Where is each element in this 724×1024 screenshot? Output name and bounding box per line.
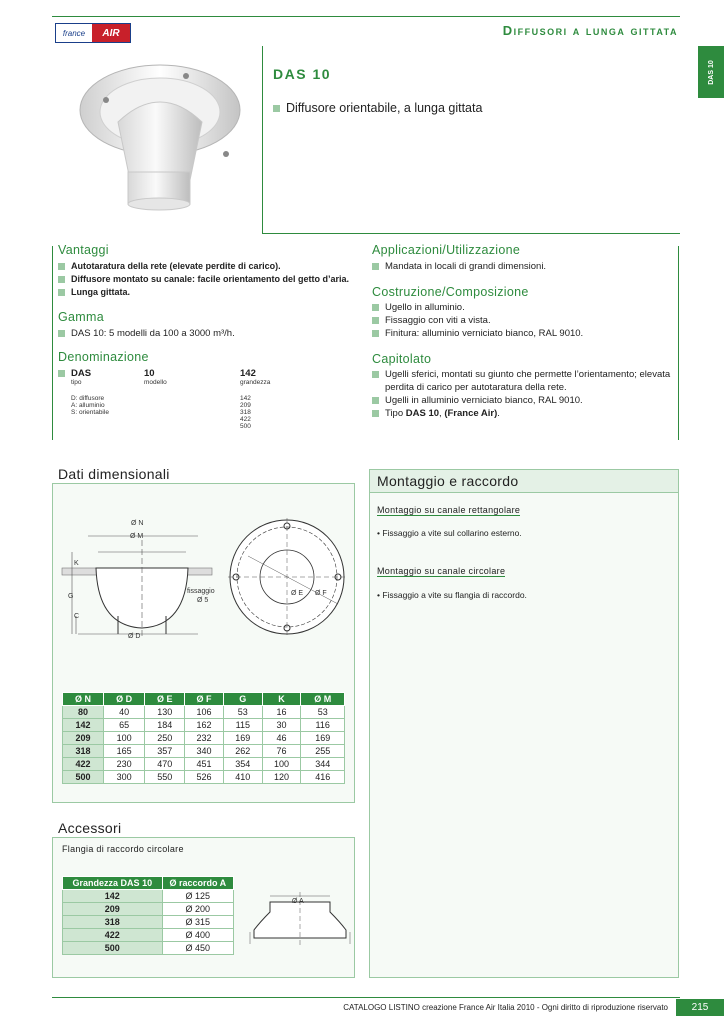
table-cell: 116 xyxy=(301,719,345,732)
table-row xyxy=(63,745,345,758)
table-cell: 53 xyxy=(301,706,345,719)
table-cell: 230 xyxy=(104,758,145,771)
fix-label: fissaggio xyxy=(187,588,215,595)
table-cell: 422 xyxy=(63,929,163,942)
list-item: Finitura: alluminio verniciato bianco, RAL 9010. xyxy=(372,327,676,340)
table-header: Ø M xyxy=(301,693,345,706)
table-cell: Ø 315 xyxy=(162,916,233,929)
table-cell: 100 xyxy=(104,732,145,745)
list-item: Ugello in alluminio. xyxy=(372,301,676,314)
fix-diameter-label: Ø 5 xyxy=(197,597,209,604)
table-cell: 142 xyxy=(63,890,163,903)
list-item: Mandata in locali di grandi dimensioni. xyxy=(372,260,676,273)
table-row xyxy=(63,890,234,903)
table-cell: 232 xyxy=(185,732,224,745)
table-row xyxy=(63,732,345,745)
table-cell: 209 xyxy=(63,732,104,745)
table-row xyxy=(63,771,345,784)
table-header: Ø F xyxy=(185,693,224,706)
list-item: DAS 10: 5 modelli da 100 a 3000 m³/h. xyxy=(58,327,358,340)
dim-g-label: G xyxy=(68,593,74,600)
logo-right: AIR xyxy=(92,24,130,42)
table-row xyxy=(63,903,234,916)
product-subtitle: Diffusore orientabile, a lunga gittata xyxy=(273,101,482,115)
table-cell: 500 xyxy=(63,942,163,955)
dim-k-label: K xyxy=(74,560,79,567)
table-row xyxy=(63,719,345,732)
table-cell: 410 xyxy=(223,771,262,784)
table-cell: 162 xyxy=(185,719,224,732)
applicazioni-title: Applicazioni/Utilizzazione xyxy=(372,243,521,257)
table-cell: 53 xyxy=(223,706,262,719)
table-header: G xyxy=(223,693,262,706)
left-column-rule xyxy=(52,246,53,440)
accessori-table xyxy=(62,876,234,955)
dim-n-label: Ø N xyxy=(131,520,144,527)
montaggio-sub2: Montaggio su canale circolare xyxy=(377,566,506,576)
table-cell: 470 xyxy=(145,758,185,771)
table-cell: 65 xyxy=(104,719,145,732)
accessori-sub: Flangia di raccordo circolare xyxy=(62,844,184,854)
table-cell: 76 xyxy=(262,745,301,758)
list-item: Diffusore montato su canale: facile orientamento del getto d’aria. xyxy=(58,273,358,286)
montaggio-title: Montaggio e raccordo xyxy=(377,473,519,489)
table-cell: Ø 200 xyxy=(162,903,233,916)
table-cell: 344 xyxy=(301,758,345,771)
list-item: Ugelli in alluminio verniciato bianco, RAL 9010. xyxy=(372,394,676,407)
table-cell: 80 xyxy=(63,706,104,719)
table-cell: Ø 450 xyxy=(162,942,233,955)
table-cell: 300 xyxy=(104,771,145,784)
table-cell: 16 xyxy=(262,706,301,719)
list-item: Fissaggio con viti a vista. xyxy=(372,314,676,327)
vantaggi-title: Vantaggi xyxy=(58,243,109,257)
denominazione-title: Denominazione xyxy=(58,350,149,364)
table-header: Ø raccordo A xyxy=(162,877,233,890)
accessori-title: Accessori xyxy=(58,820,122,836)
list-item: Autotaratura della rete (elevate perdite di carico). xyxy=(58,260,358,273)
montaggio-sub1: Montaggio su canale rettangolare xyxy=(377,505,521,515)
table-cell: 255 xyxy=(301,745,345,758)
table-header: Ø D xyxy=(104,693,145,706)
table-cell: 100 xyxy=(262,758,301,771)
bullet-icon xyxy=(273,105,280,112)
dim-m-label: Ø M xyxy=(130,533,144,540)
montaggio-item1: • Fissaggio a vite sul collarino esterno. xyxy=(377,528,522,538)
table-cell: 318 xyxy=(63,916,163,929)
table-cell: 165 xyxy=(104,745,145,758)
table-row xyxy=(63,942,234,955)
table-cell: Ø 400 xyxy=(162,929,233,942)
table-header: Ø N xyxy=(63,693,104,706)
gamma-section xyxy=(58,310,358,340)
dimensions-table xyxy=(62,692,345,784)
table-cell: 106 xyxy=(185,706,224,719)
table-cell: 550 xyxy=(145,771,185,784)
right-column-rule xyxy=(678,246,679,440)
dim-f-label: Ø F xyxy=(315,590,327,597)
table-cell: 169 xyxy=(223,732,262,745)
france-air-logo xyxy=(55,23,131,43)
page-number: 215 xyxy=(676,999,724,1016)
table-cell: 130 xyxy=(145,706,185,719)
list-item: Ugelli sferici, montati su giunto che permette l’orientamento; elevata perdita di carico per autotaratura della rete. xyxy=(372,368,676,394)
page-title: Diffusori a lunga gittata xyxy=(502,23,678,38)
dim-d-label: Ø D xyxy=(128,633,141,640)
list-item: Lunga gittata. xyxy=(58,286,358,299)
table-header: Grandezza DAS 10 xyxy=(63,877,163,890)
table-cell: 46 xyxy=(262,732,301,745)
table-cell: 500 xyxy=(63,771,104,784)
capitolato-title: Capitolato xyxy=(372,352,432,366)
montaggio-box xyxy=(369,469,679,978)
costruzione-section xyxy=(372,285,676,340)
capitolato-section xyxy=(372,352,676,420)
table-cell: 40 xyxy=(104,706,145,719)
top-rule xyxy=(52,16,680,17)
product-code: DAS 10 xyxy=(273,66,332,82)
bottom-rule xyxy=(52,997,680,998)
table-cell: 209 xyxy=(63,903,163,916)
table-cell: 526 xyxy=(185,771,224,784)
logo-left: france xyxy=(56,24,92,42)
table-row xyxy=(63,929,234,942)
table-cell: 357 xyxy=(145,745,185,758)
table-cell: 250 xyxy=(145,732,185,745)
applicazioni-section xyxy=(372,243,676,273)
dim-c-label: C xyxy=(74,613,80,620)
table-cell: 169 xyxy=(301,732,345,745)
table-row xyxy=(63,916,234,929)
table-cell: 262 xyxy=(223,745,262,758)
table-header: K xyxy=(262,693,301,706)
table-cell: Ø 125 xyxy=(162,890,233,903)
table-cell: 318 xyxy=(63,745,104,758)
footer-text: CATALOGO LISTINO creazione France Air Italia 2010 - Ogni diritto di riproduzione riservato xyxy=(343,1003,668,1012)
table-header: Ø E xyxy=(145,693,185,706)
table-cell: 422 xyxy=(63,758,104,771)
dati-title: Dati dimensionali xyxy=(58,466,170,482)
table-cell: 340 xyxy=(185,745,224,758)
front-view-drawing xyxy=(228,516,350,638)
product-photo xyxy=(78,62,243,212)
dim-e-label: Ø E xyxy=(291,590,304,597)
table-cell: 354 xyxy=(223,758,262,771)
flange-a-label: Ø A xyxy=(292,898,304,905)
table-cell: 120 xyxy=(262,771,301,784)
table-cell: 184 xyxy=(145,719,185,732)
table-cell: 115 xyxy=(223,719,262,732)
table-cell: 142 xyxy=(63,719,104,732)
side-tab: DAS 10 xyxy=(698,46,724,98)
table-cell: 30 xyxy=(262,719,301,732)
gamma-title: Gamma xyxy=(58,310,104,324)
table-row xyxy=(63,706,345,719)
list-item: Tipo DAS 10, (France Air). xyxy=(372,407,676,420)
vantaggi-section xyxy=(58,243,358,299)
table-cell: 451 xyxy=(185,758,224,771)
table-row xyxy=(63,758,345,771)
montaggio-item2: • Fissaggio a vite su flangia di raccordo. xyxy=(377,590,527,600)
costruzione-title: Costruzione/Composizione xyxy=(372,285,529,299)
table-cell: 416 xyxy=(301,771,345,784)
